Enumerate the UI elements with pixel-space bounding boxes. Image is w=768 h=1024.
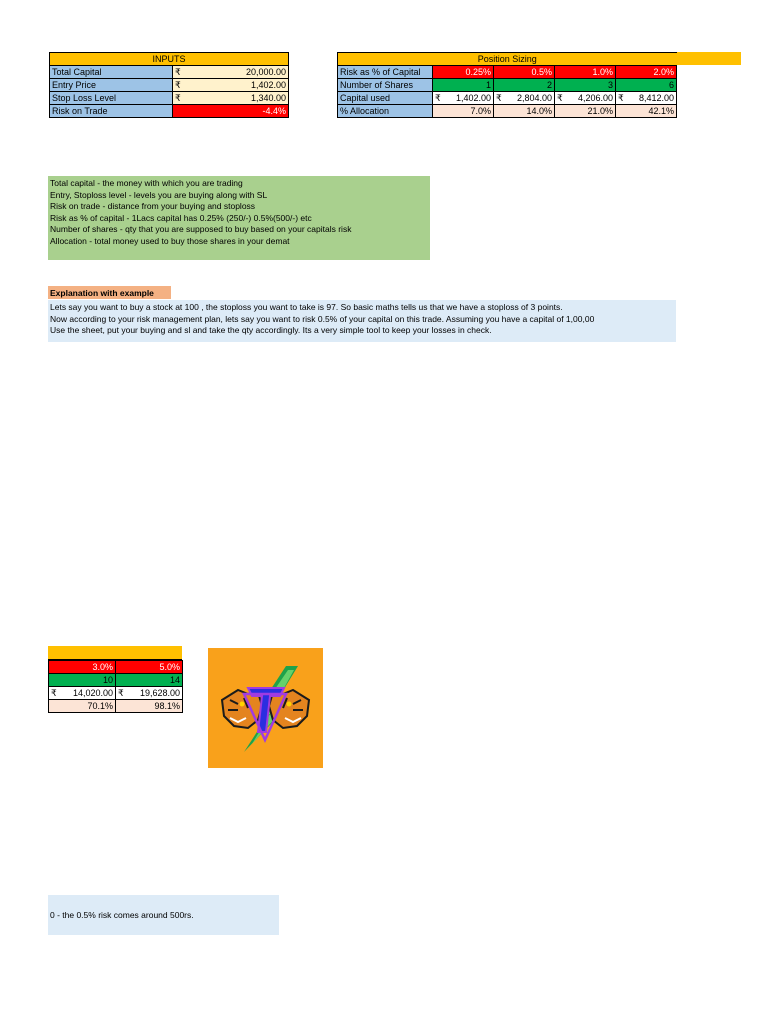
overflow-header-bar — [48, 646, 182, 660]
entry-price-label: Entry Price — [50, 79, 173, 92]
explanation-line: Now according to your risk management plan, lets say you want to risk 0.5% of your capital on this trade. Assuming you have a capital of 1,00,00 — [50, 313, 595, 324]
position-sizing-table — [337, 52, 677, 118]
total-capital-label: Total Capital — [50, 66, 173, 79]
risk-on-trade-value: -4.4% — [173, 105, 289, 118]
definitions-box — [48, 176, 430, 260]
explanation-box — [48, 300, 676, 342]
risk-on-trade-label: Risk on Trade — [50, 105, 173, 118]
risk-pct-cell[interactable]: 2.0% — [616, 66, 677, 79]
definition-line: Entry, Stoploss level - levels you are buying along with SL — [50, 189, 268, 200]
capital-used-value: 8,412.00 — [638, 93, 675, 103]
allocation-cell: 14.0% — [494, 105, 555, 118]
shares-cell: 14 — [116, 674, 183, 687]
explanation-line: Use the sheet, put your buying and sl and take the qty accordingly. Its a very simple tool to keep your losses in check. — [50, 325, 492, 335]
risk-pct-cell[interactable]: 0.5% — [494, 66, 555, 79]
allocation-cell: 70.1% — [49, 700, 116, 713]
explanation-heading: Explanation with example — [48, 286, 171, 299]
risk-pct-cell[interactable]: 5.0% — [116, 661, 183, 674]
shares-cell: 2 — [494, 79, 555, 92]
explanation-line: Lets say you want to buy a stock at 100 , the stoploss you want to take is 97. So basic maths tells us that we have a stoploss of 3 points. — [50, 302, 563, 312]
capital-used-value: 14,020.00 — [72, 688, 113, 698]
allocation-cell: 98.1% — [116, 700, 183, 713]
definition-line: Allocation - total money used to buy those shares in your demat — [50, 235, 290, 246]
explanation-overflow-line: 0 - the 0.5% risk comes around 500rs. — [50, 910, 194, 920]
shares-cell: 1 — [433, 79, 494, 92]
entry-price-input[interactable]: 1,402.00 — [189, 79, 289, 92]
allocation-cell: 42.1% — [616, 105, 677, 118]
capital-used-value: 2,804.00 — [516, 93, 552, 103]
stop-loss-input[interactable]: 1,340.00 — [189, 92, 289, 105]
position-sizing-overflow-table — [48, 660, 183, 713]
currency-symbol: ₹ — [618, 93, 624, 103]
currency-symbol: ₹ — [173, 79, 189, 92]
capital-used-cell — [494, 92, 555, 105]
risk-pct-cell[interactable]: 1.0% — [555, 66, 616, 79]
tiger-logo-icon — [208, 648, 323, 768]
allocation-cell: 7.0% — [433, 105, 494, 118]
logo — [208, 648, 323, 768]
total-capital-input[interactable]: 20,000.00 — [189, 66, 289, 79]
capital-used-cell — [433, 92, 494, 105]
currency-symbol: ₹ — [173, 92, 189, 105]
currency-symbol: ₹ — [435, 93, 441, 103]
definition-line: Total capital - the money with which you are trading — [50, 178, 243, 188]
risk-pct-cell[interactable]: 3.0% — [49, 661, 116, 674]
inputs-table — [49, 52, 289, 118]
risk-pct-label: Risk as % of Capital — [338, 66, 433, 79]
capital-used-value: 1,402.00 — [455, 93, 491, 103]
capital-used-cell — [555, 92, 616, 105]
currency-symbol: ₹ — [118, 688, 124, 698]
risk-pct-cell[interactable]: 0.25% — [433, 66, 494, 79]
capital-used-cell — [49, 687, 116, 700]
definition-line: Number of shares - qty that you are supposed to buy based on your capitals risk — [50, 224, 352, 234]
allocation-cell: 21.0% — [555, 105, 616, 118]
shares-cell: 10 — [49, 674, 116, 687]
currency-symbol: ₹ — [496, 93, 502, 103]
definition-line: Risk as % of capital - 1Lacs capital has 0.25% (250/-) 0.5%(500/-) etc — [50, 212, 312, 223]
capital-used-value: 4,206.00 — [577, 93, 613, 103]
shares-cell: 3 — [555, 79, 616, 92]
definition-line: Risk on trade - distance from your buying and stoploss — [50, 201, 256, 211]
shares-cell: 6 — [616, 79, 677, 92]
currency-symbol: ₹ — [557, 93, 563, 103]
shares-label: Number of Shares — [338, 79, 433, 92]
position-sizing-header-extension — [676, 52, 741, 65]
capital-used-cell — [616, 92, 677, 105]
currency-symbol: ₹ — [173, 66, 189, 79]
position-sizing-header: Position Sizing — [338, 53, 677, 66]
currency-symbol: ₹ — [51, 688, 57, 698]
capital-used-cell — [116, 687, 183, 700]
stop-loss-label: Stop Loss Level — [50, 92, 173, 105]
capital-used-label: Capital used — [338, 92, 433, 105]
explanation-overflow-box — [48, 895, 279, 935]
inputs-header: INPUTS — [50, 53, 289, 66]
capital-used-value: 19,628.00 — [139, 688, 180, 698]
allocation-label: % Allocation — [338, 105, 433, 118]
